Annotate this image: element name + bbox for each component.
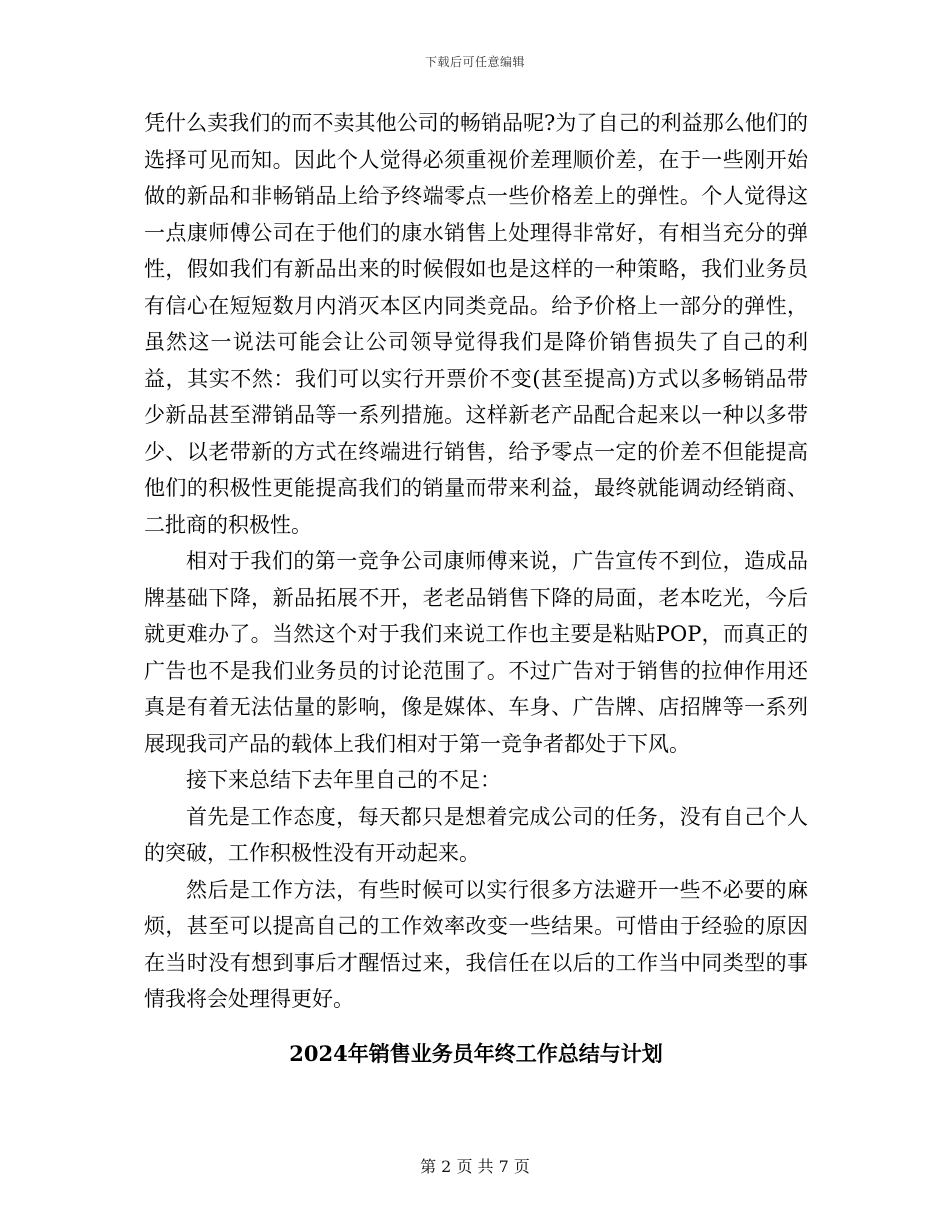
paragraph-advertising: 相对于我们的第一竞争公司康师傅来说，广告宣传不到位，造成品牌基础下降，新品拓展不开，老老品销售下降的局面，老本吃光，今后就更难办了。当然这个对于我们来说工作也主要是粘贴POP，而真正的广告也不是我们业务员的讨论范围了。不过广告对于销售的拉伸作用还真是有着无法估量的影响，像是媒体、车身、广告牌、店招牌等一系列展现我司产品的载体上我们相对于第一竞争者都处于下风。 [144, 549, 808, 756]
paragraph-work-method: 然后是工作方法，有些时候可以实行很多方法避开一些不必要的麻烦，甚至可以提高自己的工作效率改变一些结果。可惜由于经验的原因在当时没有想到事后才醒悟过来，我信任在以后的工作当中同类型的事情我将会处理得更好。 [144, 877, 808, 1011]
paragraph-price-elasticity: 凭什么卖我们的而不卖其他公司的畅销品呢?为了自己的利益那么他们的选择可见而知。因此个人觉得必须重视价差理顺价差，在于一些刚开始做的新品和非畅销品上给予终端零点一些价格差上的弹性。个人觉得这一点康师傅公司在于他们的康水销售上处理得非常好，有相当充分的弹性，假如我们有新品出来的时候假如也是这样的一种策略，我们业务员有信心在短短数月内消灭本区内同类竞品。给予价格上一部分的弹性，虽然这一说法可能会让公司领导觉得我们是降价销售损失了自己的利益，其实不然：我们可以实行开票价不变(甚至提高)方式以多畅销品带少新品甚至滞销品等一系列措施。这样新老产品配合起来以一种以多带少、以老带新的方式在终端进行销售，给予零点一定的价差不但能提高他们的积极性更能提高我们的销量而带来利益，最终就能调动经销商、二批商的积极性。 [144, 111, 808, 537]
paragraph-shortcomings-intro: 接下来总结下去年里自己的不足： [186, 768, 501, 792]
document-title: 2024年销售业务员年终工作总结与计划 [289, 1041, 663, 1066]
page-number: 第 2 页 共 7 页 [420, 1157, 530, 1176]
page-header: 下载后可任意编辑 [424, 55, 525, 69]
paragraph-work-attitude: 首先是工作态度，每天都只是想着完成公司的任务，没有自己个人的突破，工作积极性没有开动起来。 [144, 804, 808, 865]
document-body [144, 105, 808, 1018]
